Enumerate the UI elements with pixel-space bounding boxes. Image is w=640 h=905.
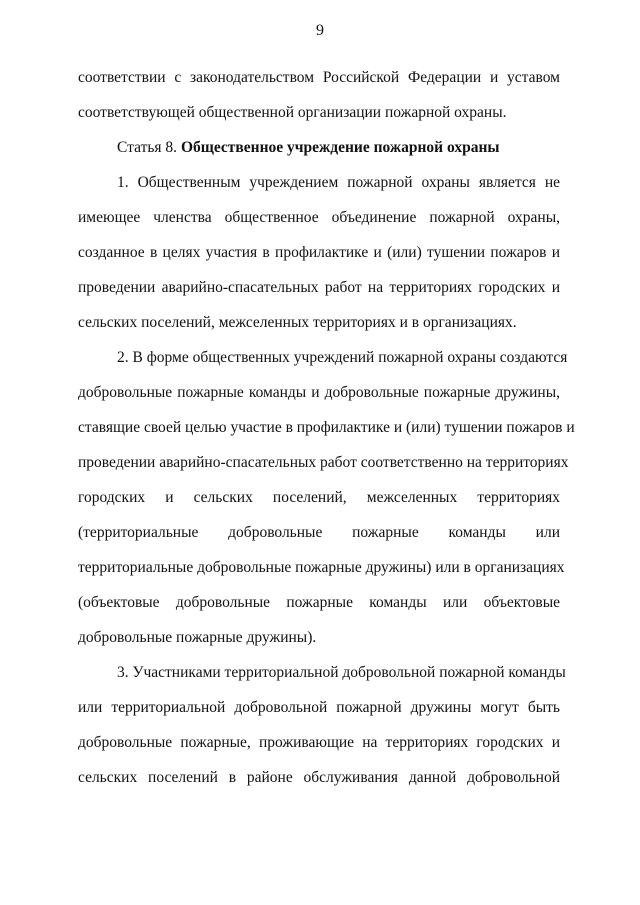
paragraph-line: сельских поселений, межселенных территориях и в организациях.	[78, 314, 517, 331]
paragraph-line: проведении аварийно-спасательных работ на территориях городских и	[78, 279, 560, 296]
article-heading	[117, 138, 560, 158]
paragraph-line: созданное в целях участия в профилактике и (или) тушении пожаров и	[78, 244, 560, 261]
paragraph-line: добровольные пожарные дружины).	[78, 629, 317, 646]
paragraph-line: территориальные добровольные пожарные дружины) или в организациях	[78, 559, 565, 576]
page-number: 9	[316, 22, 324, 39]
paragraph-line: или территориальной добровольной пожарной дружины могут быть	[78, 699, 560, 716]
paragraph-line: имеющее членства общественное объединение пожарной охраны,	[78, 209, 560, 226]
article-title: Общественное учреждение пожарной охраны	[180, 139, 500, 156]
continuation-line: соответствии с законодательством Российской Федерации и уставом	[78, 69, 560, 86]
paragraph-line: проведении аварийно-спасательных работ соответственно на территориях	[78, 454, 569, 471]
paragraph-line: (объектовые добровольные пожарные команды или объектовые	[78, 594, 560, 611]
paragraph-line: сельских поселений в районе обслуживания данной добровольной	[78, 769, 560, 786]
paragraph-line: добровольные пожарные команды и добровольные пожарные дружины,	[78, 384, 560, 401]
paragraph-line: 1. Общественным учреждением пожарной охраны является не	[117, 174, 560, 191]
paragraph-line: городских и сельских поселений, межселенных территориях	[78, 489, 560, 506]
paragraph-line: 3. Участниками территориальной добровольной пожарной команды	[117, 664, 566, 681]
article-label: Статья 8.	[117, 139, 178, 156]
paragraph-line: 2. В форме общественных учреждений пожарной охраны создаются	[117, 349, 568, 366]
continuation-line: соответствующей общественной организации пожарной охраны.	[78, 104, 507, 121]
paragraph-line: ставящие своей целью участие в профилактике и (или) тушении пожаров и	[78, 419, 575, 436]
paragraph-line: (территориальные добровольные пожарные команды или	[78, 524, 560, 541]
paragraph-line: добровольные пожарные, проживающие на территориях городских и	[78, 734, 560, 751]
